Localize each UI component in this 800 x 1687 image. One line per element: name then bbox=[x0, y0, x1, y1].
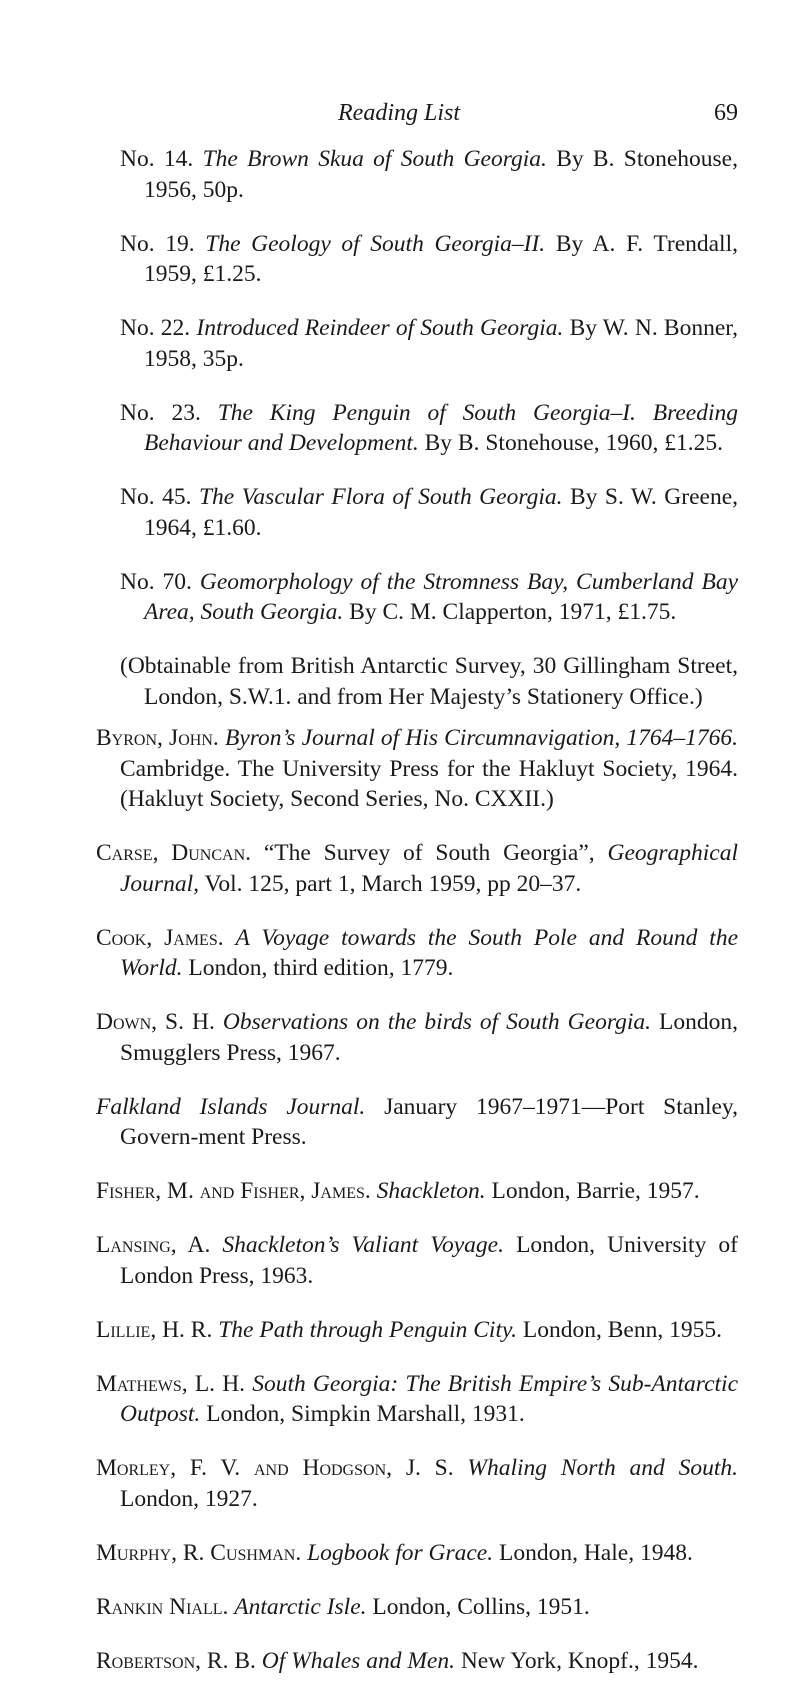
bibliography-entry bbox=[96, 923, 738, 984]
entry-author: Cook, James. bbox=[96, 924, 224, 951]
entry-author: Fisher, M. and Fisher, James. bbox=[96, 1178, 371, 1204]
series-number: No. 14. bbox=[120, 146, 194, 172]
series-number: No. 22. bbox=[120, 315, 191, 341]
series-title: The Geology of South Georgia–II. bbox=[205, 230, 546, 257]
series-details: By B. Stonehouse, 1960, £1.25. bbox=[424, 430, 723, 456]
entry-details: London, third edition, 1779. bbox=[188, 955, 454, 981]
series-details: By C. M. Clapperton, 1971, £1.75. bbox=[349, 599, 677, 625]
entry-author: Rankin Niall. bbox=[96, 1593, 229, 1620]
entry-title: South Georgia: The British Empire’s Sub-Antarctic Outpost. bbox=[120, 1370, 738, 1427]
entry-title: Whaling North and South. bbox=[467, 1455, 739, 1481]
entry-author: Mathews, L. H. bbox=[96, 1370, 246, 1397]
obtainable-note: (Obtainable from British Antarctic Survey, 30 Gillingham Street, London, S.W.1. and from Her Majesty’s Stationery Office.) bbox=[120, 653, 738, 710]
entry-title: Logbook for Grace. bbox=[307, 1539, 494, 1566]
series-entry bbox=[120, 229, 738, 290]
series-number: No. 19. bbox=[120, 230, 195, 257]
series-number: No. 45. bbox=[120, 484, 192, 510]
bibliography-entry bbox=[96, 1369, 738, 1430]
entry-title: Observations on the birds of South Georgia. bbox=[222, 1009, 652, 1035]
page-number: 69 bbox=[714, 100, 738, 126]
series-number: No. 23. bbox=[120, 399, 201, 426]
entry-author: Byron, John. bbox=[96, 725, 219, 751]
entry-details: Cambridge. The University Press for the Hakluyt Society, 1964. (Hakluyt Society, Second Series, No. CXXII.) bbox=[120, 755, 738, 812]
bibliography-entry bbox=[96, 1592, 738, 1623]
bibliography-entry bbox=[96, 1646, 738, 1677]
bibliography-entry bbox=[96, 838, 738, 899]
entry-title: Shackleton. bbox=[376, 1178, 486, 1204]
running-title: Reading List bbox=[338, 100, 461, 126]
entry-title: The Path through Penguin City. bbox=[218, 1316, 517, 1343]
entry-author: Lansing, A. bbox=[96, 1232, 211, 1258]
series-details: By A. F. Trendall, 1959, £1.25. bbox=[144, 230, 738, 287]
series-entry bbox=[120, 567, 738, 628]
bibliography-entry bbox=[96, 1092, 738, 1153]
entry-title: Antarctic Isle. bbox=[234, 1593, 367, 1620]
series-title: Introduced Reindeer of South Georgia. bbox=[196, 315, 564, 341]
entry-details: New York, Knopf., 1954. bbox=[460, 1647, 699, 1674]
entry-details: London, Barrie, 1957. bbox=[491, 1178, 700, 1204]
series-title: The King Penguin of South Georgia–I. Breeding Behaviour and Development. bbox=[144, 399, 739, 456]
series-title: The Brown Skua of South Georgia. bbox=[202, 146, 547, 172]
entry-title: Shackleton’s Valiant Voyage. bbox=[222, 1232, 504, 1258]
entry-author: Murphy, R. Cushman. bbox=[96, 1539, 302, 1566]
bibliography-entry bbox=[96, 1007, 738, 1068]
running-head bbox=[0, 100, 800, 136]
bibliography-entry bbox=[96, 1315, 738, 1346]
entry-details: London, Simpkin Marshall, 1931. bbox=[206, 1401, 525, 1427]
bibliography-entry bbox=[96, 1538, 738, 1569]
entry-details: Vol. 125, part 1, March 1959, pp 20–37. bbox=[204, 870, 582, 897]
entry-author: Carse, Duncan. bbox=[96, 840, 252, 866]
entry-details: London, Collins, 1951. bbox=[372, 1593, 590, 1620]
bibliography-entry bbox=[96, 1176, 738, 1207]
entry-article-title: “The Survey of South Georgia”, bbox=[263, 840, 595, 866]
entry-details: London, University of London Press, 1963. bbox=[120, 1232, 739, 1289]
entry-details: London, 1927. bbox=[120, 1485, 258, 1512]
entry-details: London, Benn, 1955. bbox=[522, 1316, 722, 1343]
series-entry bbox=[120, 482, 738, 543]
series-entry bbox=[120, 144, 738, 205]
series-entry bbox=[120, 398, 738, 459]
entry-title: Of Whales and Men. bbox=[261, 1647, 455, 1674]
entry-title: Falkland Islands Journal. bbox=[96, 1093, 366, 1120]
reading-list bbox=[0, 144, 800, 1687]
entry-author: Lillie, H. R. bbox=[96, 1316, 213, 1343]
entry-title: Geographical Journal, bbox=[120, 840, 739, 897]
series-entry bbox=[120, 313, 738, 374]
series-number: No. 70. bbox=[120, 568, 192, 595]
entry-details: January 1967–1971—Port Stanley, Govern-ment Press. bbox=[120, 1093, 739, 1150]
entry-title: Byron’s Journal of His Circumnavigation, 1764–1766. bbox=[224, 725, 738, 751]
entry-details: London, Smugglers Press, 1967. bbox=[120, 1009, 739, 1066]
series-details: By W. N. Bonner, 1958, 35p. bbox=[144, 315, 739, 372]
series-title: The Vascular Flora of South Georgia. bbox=[198, 484, 563, 510]
entry-author: Morley, F. V. and Hodgson, J. S. bbox=[96, 1455, 454, 1481]
bibliography-entry bbox=[96, 1230, 738, 1291]
bibliography-entry bbox=[96, 1453, 738, 1514]
entry-details: London, Hale, 1948. bbox=[498, 1539, 693, 1566]
bibliography-entry bbox=[96, 723, 738, 815]
entry-author: Down, S. H. bbox=[96, 1009, 215, 1035]
entry-title: A Voyage towards the South Pole and Round the World. bbox=[120, 924, 739, 981]
series-details: By S. W. Greene, 1964, £1.60. bbox=[144, 484, 738, 541]
entry-author: Robertson, R. B. bbox=[96, 1647, 256, 1674]
series-title: Geomorphology of the Stromness Bay, Cumberland Bay Area, South Georgia. bbox=[144, 568, 739, 625]
series-details: By B. Stonehouse, 1956, 50p. bbox=[144, 146, 738, 203]
